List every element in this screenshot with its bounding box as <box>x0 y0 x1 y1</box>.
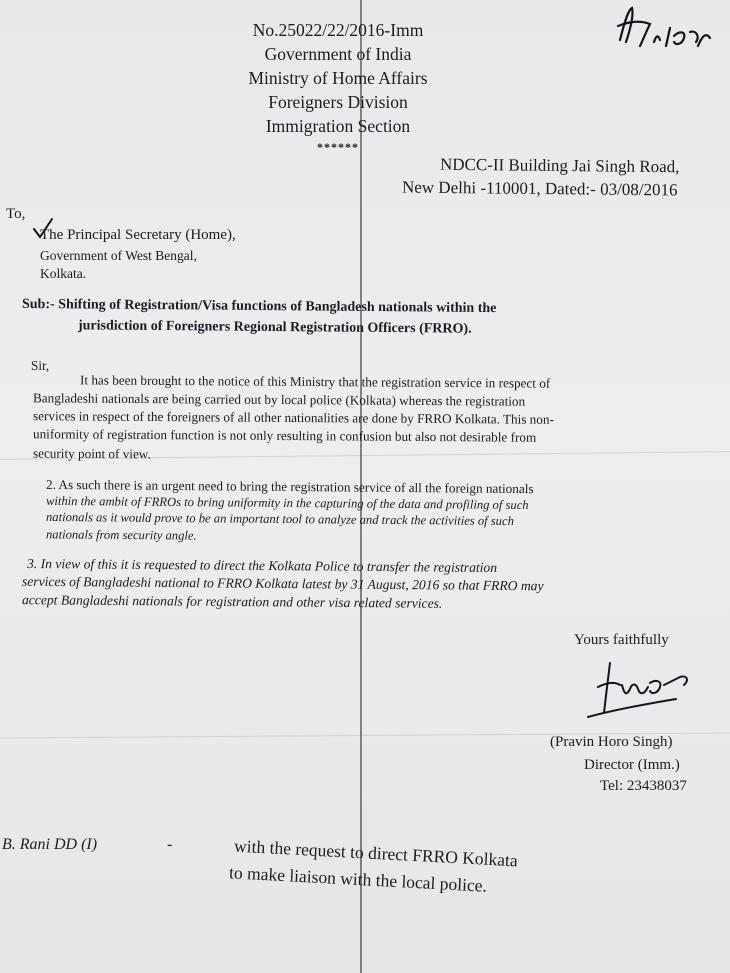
endorsement-dash: - <box>167 836 173 853</box>
endorsement-line-2: to make liaison with the local police. <box>228 862 488 896</box>
endorsement-recipient: B. Rani DD (I) <box>2 836 98 853</box>
para2-line-1: 2. As such there is an urgent need to bring the registration service of all the foreign nationals <box>45 476 534 497</box>
header-section: Immigration Section <box>265 116 411 136</box>
para2-line-3: nationals as it would prove to be an important tool to analyze and track the activities of such <box>45 509 514 529</box>
para3-line-1: 3. In view of this it is requested to direct the Kolkata Police to transfer the registration <box>26 555 498 576</box>
signatory-designation: Director (Imm.) <box>584 757 680 773</box>
header-stars: ****** <box>317 140 359 154</box>
para3-line-2: services of Bangladeshi national to FRRO Kolkata latest by 31 August, 2016 so that FRRO may <box>21 573 544 594</box>
addressee-line-2: Government of West Bengal, <box>40 248 197 263</box>
para1-line-2: Bangladeshi nationals are being carried out by local police (Kolkata) whereas the registration <box>32 390 526 409</box>
para1-line-5: security point of view. <box>32 445 151 462</box>
para2-line-4: nationals from security angle. <box>45 527 197 543</box>
subject-line-2: jurisdiction of Foreigners Regional Registration Officers (FRRO). <box>77 318 472 337</box>
file-number: No.25022/22/2016-Imm <box>252 20 424 40</box>
closing-yours-faithfully: Yours faithfully <box>574 632 669 648</box>
to-label: To, <box>6 206 26 222</box>
para1-line-3: services in respect of the foreigners of all other nationalities are done by FRRO Kolkata. This non- <box>32 408 554 427</box>
signatory-name: (Pravin Horo Singh) <box>550 734 673 750</box>
address-line-1: NDCC-II Building Jai Singh Road, <box>439 154 680 177</box>
para3-line-3: accept Bangladeshi nationals for registration and other visa related services. <box>21 592 443 611</box>
salutation: Sir, <box>31 358 50 373</box>
signatory-telephone: Tel: 23438037 <box>600 778 687 794</box>
addressee-line-1: The Principal Secretary (Home), <box>40 227 236 243</box>
para2-line-2: within the ambit of FRROs to bring uniformity in the capturing of the data and profiling of such <box>45 493 529 513</box>
para1-line-4: uniformity of registration function is not only resulting in confusion but also not desirable from <box>32 426 537 445</box>
handwritten-initials <box>610 2 720 62</box>
address-line-2-date: New Delhi -110001, Dated:- 03/08/2016 <box>401 177 678 200</box>
header-ministry: Ministry of Home Affairs <box>248 68 428 88</box>
header-government: Government of India <box>264 44 412 64</box>
header-division: Foreigners Division <box>268 92 408 112</box>
subject-line-1: Sub:- Shifting of Registration/Visa functions of Bangladesh nationals within the <box>21 296 497 317</box>
handwritten-signature <box>580 655 700 725</box>
addressee-line-3: Kolkata. <box>40 266 87 281</box>
para1-line-1: It has been brought to the notice of this Ministry that the registration service in respect of <box>79 372 551 391</box>
endorsement-line-1: with the request to direct FRRO Kolkata <box>233 835 519 871</box>
